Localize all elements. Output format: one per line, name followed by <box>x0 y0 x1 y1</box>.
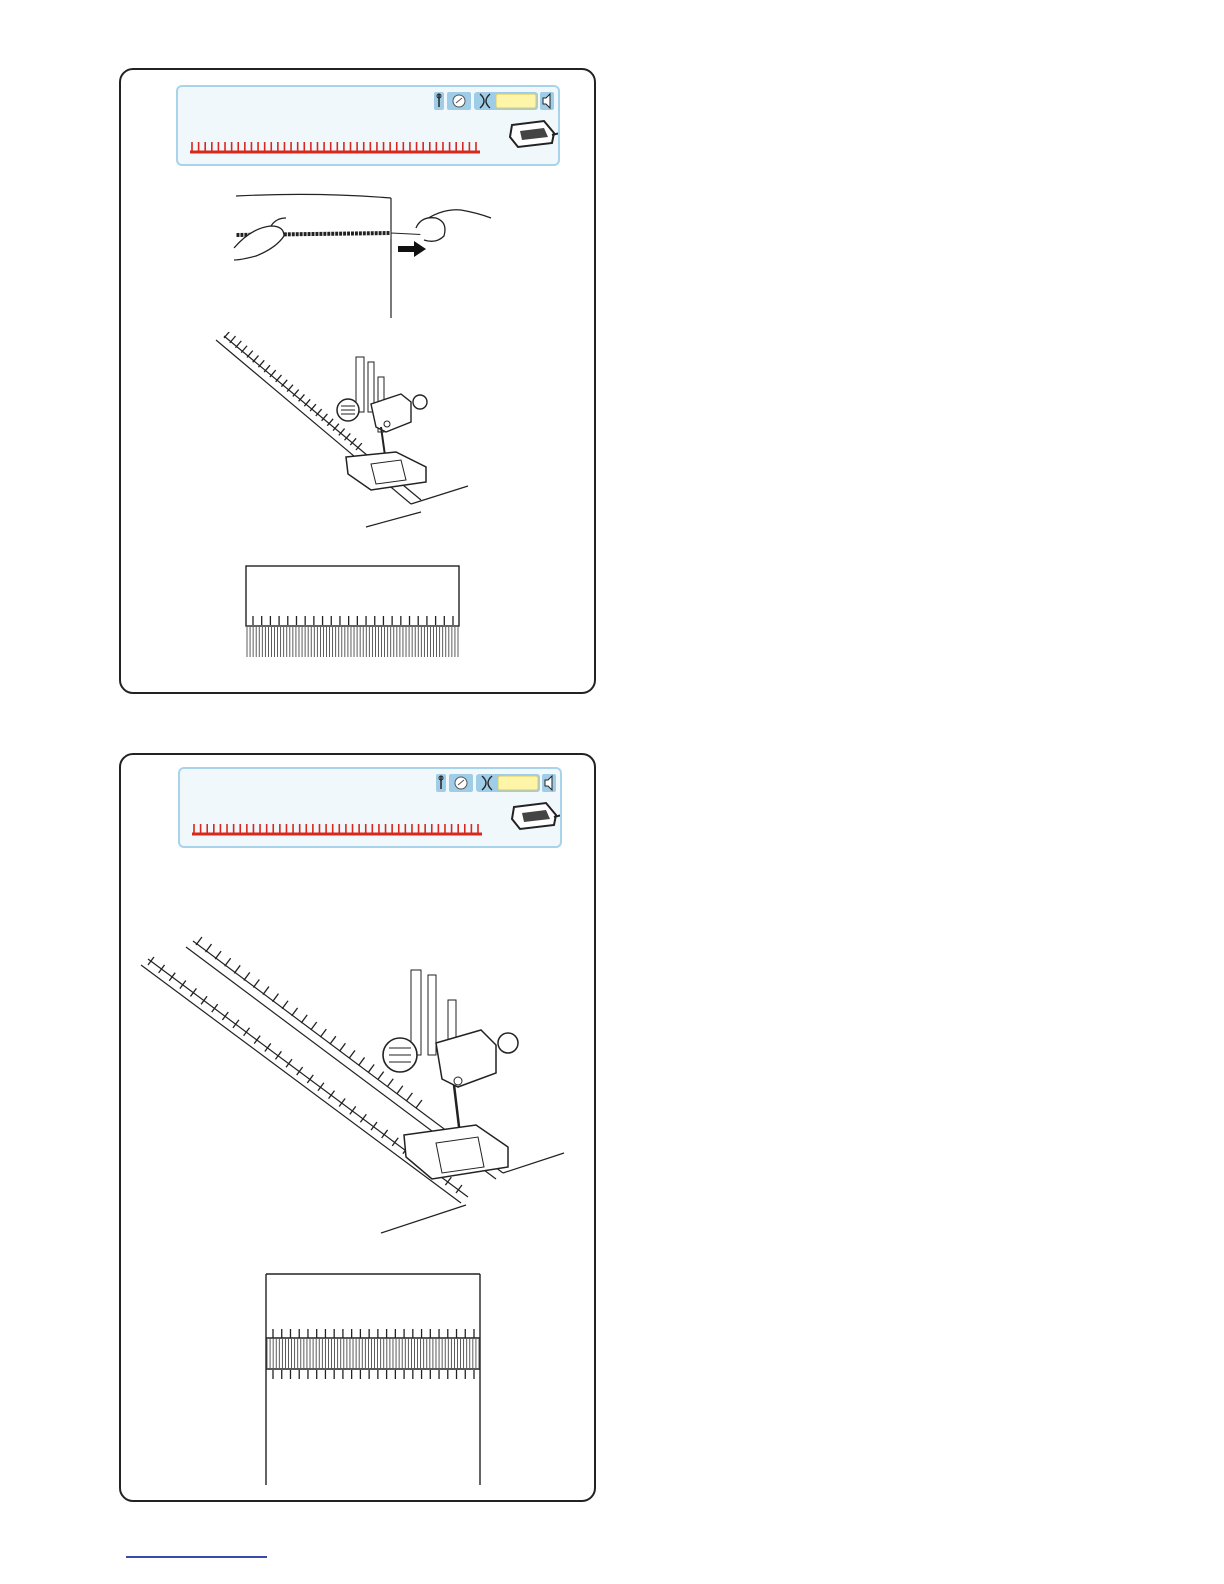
lcd-screen <box>176 85 560 166</box>
illustration-panel-2 <box>119 753 596 1502</box>
presser-foot-icon <box>512 803 560 829</box>
presser-foot-icon <box>510 121 558 147</box>
speaker-icon <box>542 774 556 792</box>
page-rule <box>126 1556 267 1558</box>
stitch-preview <box>192 824 482 834</box>
presser-foot-stitching-figure <box>206 332 476 537</box>
speaker-icon <box>540 92 554 110</box>
lcd-screen <box>178 767 562 848</box>
stitch-preview <box>190 142 480 152</box>
drawn-work-sample-figure <box>264 1273 482 1487</box>
bobbin-icon <box>449 774 473 792</box>
presser-foot-double-stitching-figure <box>136 935 571 1240</box>
hands-pulling-thread-figure <box>216 188 506 323</box>
needle-icon <box>436 774 446 792</box>
thread-tension-icon <box>476 774 540 792</box>
fringe-sample-figure <box>245 565 461 660</box>
thread-tension-icon <box>474 92 538 110</box>
illustration-panel-1 <box>119 68 596 694</box>
needle-icon <box>434 92 444 110</box>
bobbin-icon <box>447 92 471 110</box>
